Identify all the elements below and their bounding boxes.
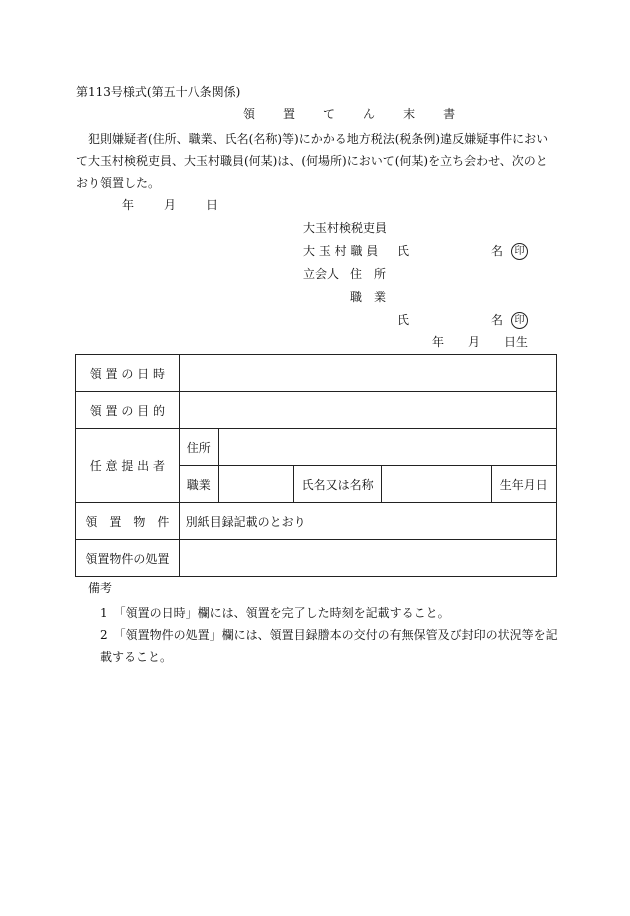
items-label: 領 置 物 件 [76, 503, 180, 540]
title-char: 置 [283, 107, 296, 121]
title-char: て [323, 107, 336, 121]
note-item: 2 「領置物件の処置」欄には、領置目録謄本の交付の有無保管及び封印の状況等を記載すること。 [100, 628, 558, 664]
occupation-value[interactable] [218, 466, 293, 503]
name-value[interactable] [381, 466, 491, 503]
birth-year: 年 [432, 335, 445, 349]
name-cell-label: 氏名又は名称 [294, 466, 382, 503]
shi-label: 氏 [397, 244, 410, 258]
body-paragraph: 犯則嫌疑者(住所、職業、氏名(名称)等)にかかる地方税法(税条例)違反嫌疑事件において大玉村検税吏員、大玉村職員(何某)は、(何場所)において(何某)を立ち会わせ、次のとおり領置した。 [76, 132, 549, 190]
note-item: 1 「領置の日時」欄には、領置を完了した時刻を記載すること。 [100, 606, 450, 620]
datetime-label: 領 置 の 日 時 [76, 355, 180, 392]
official-title: 大玉村検税吏員 [303, 221, 388, 235]
occupation-label: 職 業 [350, 290, 387, 304]
witness-label: 立会人 [303, 267, 340, 281]
submitter-label: 任 意 提 出 者 [76, 429, 180, 503]
seal-mark: 印 [511, 243, 528, 260]
title-char: 領 [243, 107, 256, 121]
staff-label: 大 玉 村 職 員 [303, 244, 379, 258]
disposition-value[interactable] [179, 540, 556, 577]
datetime-value[interactable] [179, 355, 556, 392]
date-year: 年 [122, 198, 135, 212]
birth-month: 月 [468, 335, 481, 349]
date-month: 月 [164, 198, 177, 212]
purpose-value[interactable] [179, 392, 556, 429]
address-value[interactable] [218, 429, 556, 466]
form-number: 第113号様式(第五十八条関係) [76, 85, 241, 99]
address-cell-label: 住所 [179, 429, 218, 466]
date-day: 日 [206, 198, 219, 212]
document-title [243, 106, 455, 122]
address-label: 住 所 [350, 267, 387, 281]
occupation-cell-label: 職業 [179, 466, 218, 503]
disposition-label: 領置物件の処置 [76, 540, 180, 577]
seal-mark-2: 印 [511, 312, 528, 329]
purpose-label: 領 置 の 目 的 [76, 392, 180, 429]
mei-label-2: 名 [491, 313, 504, 327]
date-line [122, 197, 248, 213]
mei-label: 名 [491, 244, 504, 258]
title-char: ん [363, 107, 376, 121]
title-char: 書 [443, 107, 456, 121]
title-char: 末 [403, 107, 416, 121]
birth-day: 日生 [504, 335, 529, 349]
seizure-table [75, 354, 557, 577]
items-value: 別紙目録記載のとおり [179, 503, 556, 540]
birthdate-cell-label: 生年月日 [491, 466, 556, 503]
notes-heading: 備考 [88, 581, 113, 595]
shi-label-2: 氏 [397, 313, 410, 327]
